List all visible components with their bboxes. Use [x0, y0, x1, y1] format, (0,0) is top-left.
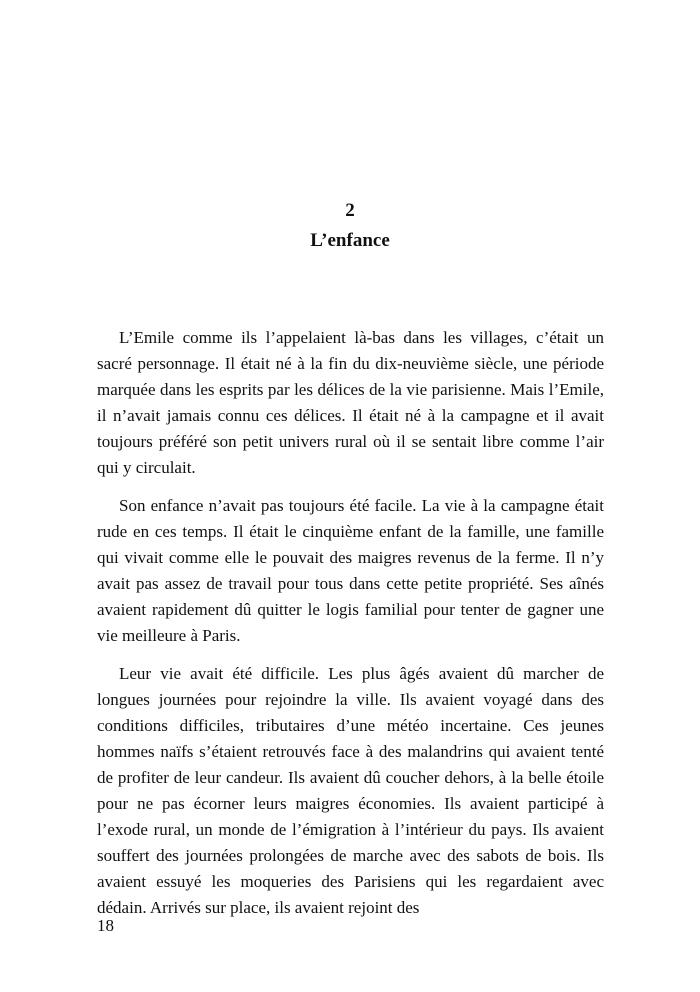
paragraph-1: L’Emile comme ils l’appelaient là-bas dans les villages, c’était un sacré personnage. Il était né à la fin du dix-neuvième siècle, une période marquée dans les esprits par les délices de la vie parisienne. Mais l’Emile, il n’avait jamais connu ces délices. Il était né à la campagne et il avait toujours préféré son petit univers rural où il se sentait libre comme l’air qui y circulait.	[97, 328, 604, 477]
chapter-body	[97, 325, 604, 933]
paragraph-2: Son enfance n’avait pas toujours été facile. La vie à la campagne était rude en ces temps. Il était le cinquième enfant de la famille, une famille qui vivait comme elle le pouvait des maigres revenus de la ferme. Il n’y avait pas assez de travail pour tous dans cette petite propriété. Ses aînés avaient rapidement dû quitter le logis familial pour tenter de gagner une vie meilleure à Paris.	[97, 496, 604, 645]
paragraph-3: Leur vie avait été difficile. Les plus âgés avaient dû marcher de longues journées pour rejoindre la ville. Ils avaient voyagé dans des conditions difficiles, tributaires d’une météo incertaine. Ces jeunes hommes naïfs s’étaient retrouvés face à des malandrins qui avaient tenté de profiter de leur candeur. Ils avaient dû coucher dehors, à la belle étoile pour ne pas écorner leurs maigres économies. Ils avaient participé à l’exode rural, un monde de l’émigration à l’intérieur du pays. Ils avaient souffert des journées prolongées de marche avec des sabots de bois. Ils avaient essuyé les moqueries des Parisiens qui les regardaient avec dédain. Arrivés sur place, ils avaient rejoint des	[97, 664, 604, 917]
chapter-number: 2	[345, 200, 355, 221]
page-number: 18	[97, 916, 114, 935]
chapter-title: L’enfance	[310, 230, 390, 251]
